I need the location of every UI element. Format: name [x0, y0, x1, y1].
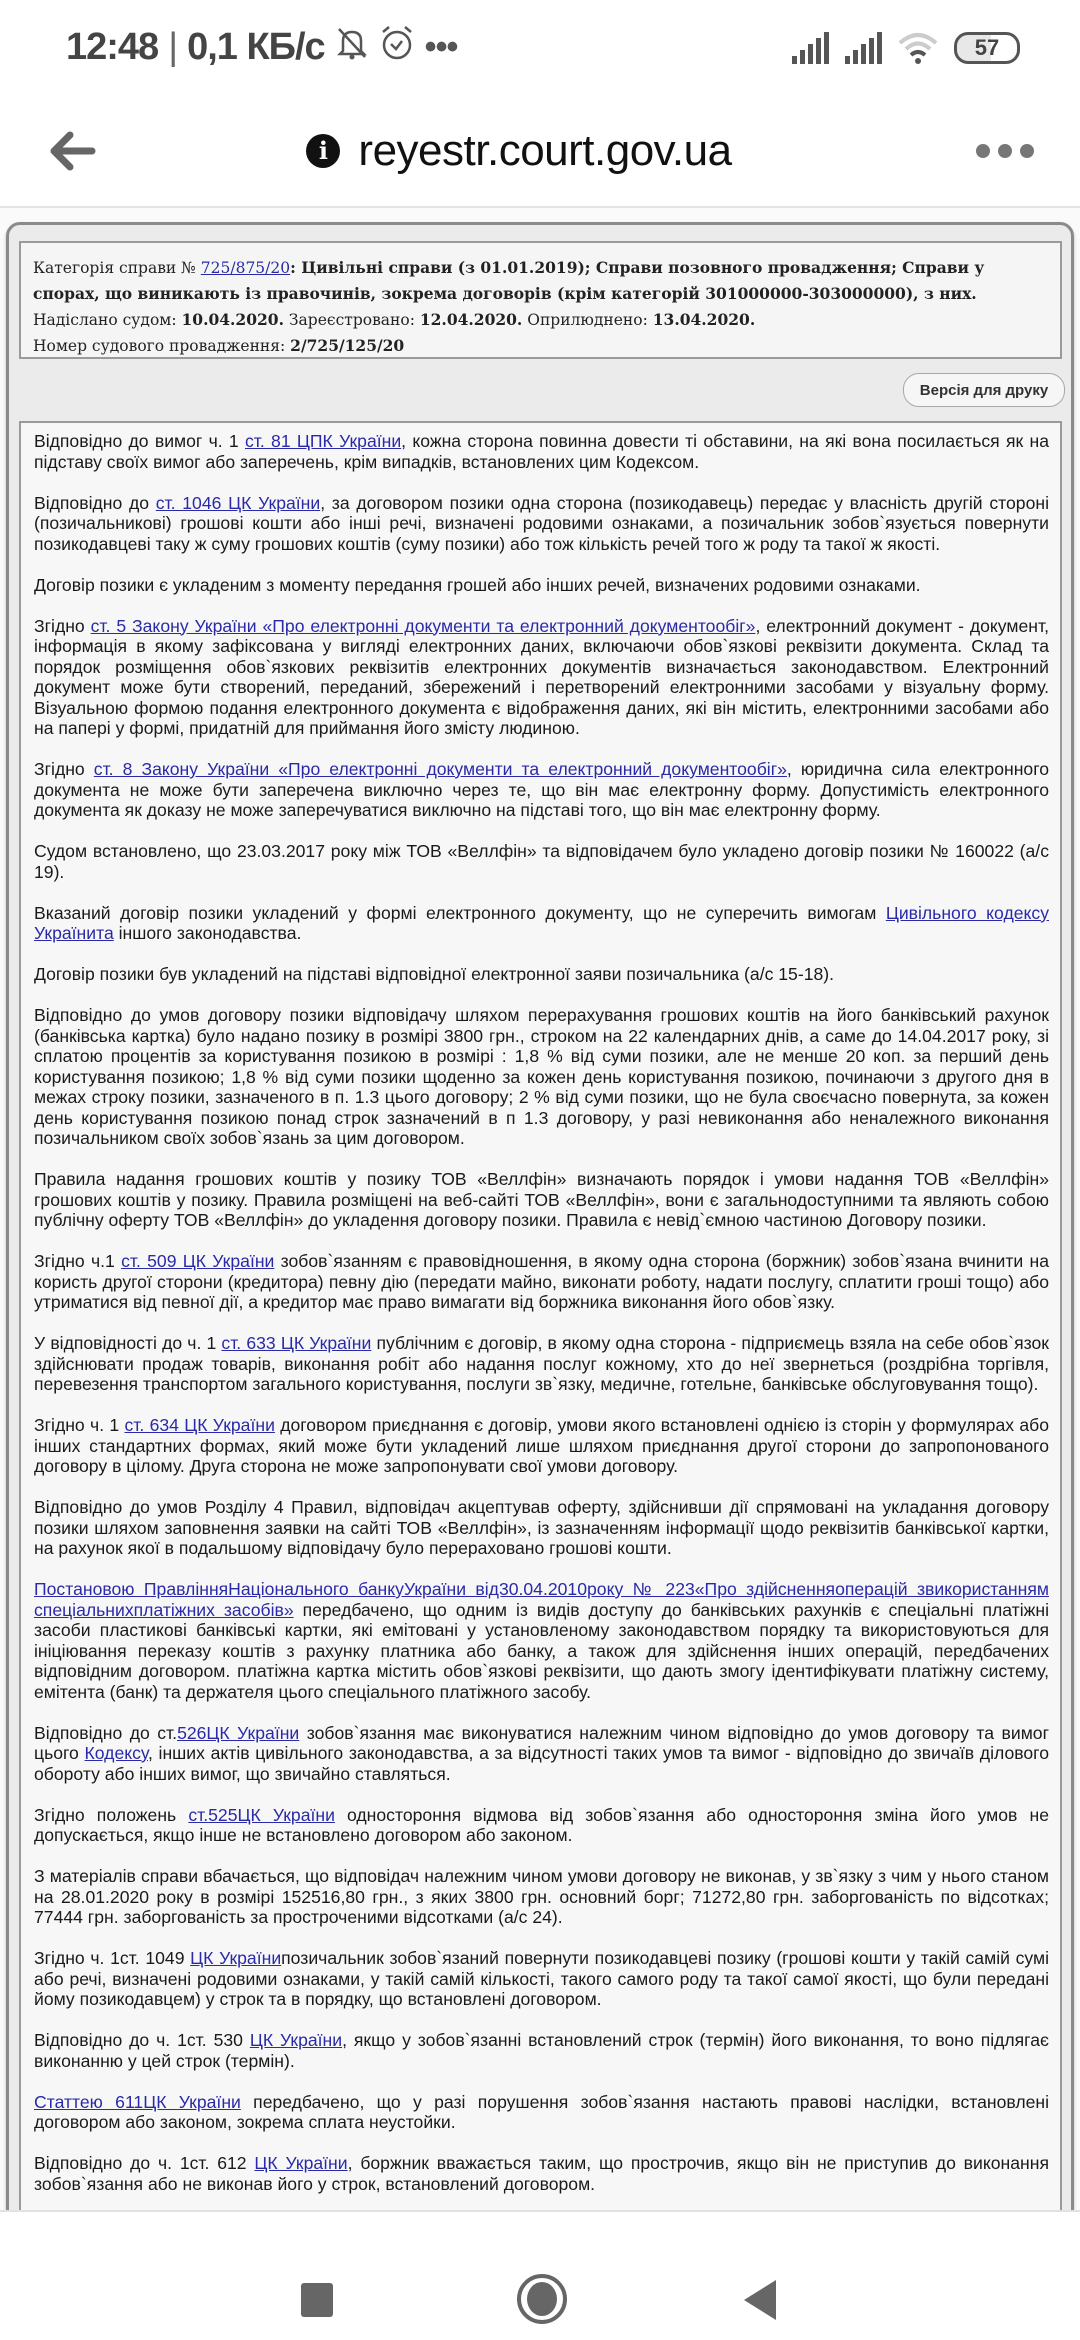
paragraph: Згідно ч.1 ст. 509 ЦК України зобов`язанням є правовідношення, в якому одна сторона (боржник) зобов`язана вчинити на користь другої сторони (кредитора) певну дію (передати майно, виконати роботу, надати послугу, сплатити гроші тощо) або утриматися від певної дії, а кредитор має право вимагати від боржника виконання його обов`язку.: [34, 1251, 1049, 1312]
paragraph: Статтею 611ЦК України передбачено, що у разі порушення зобов`язання настають правові наслідки, встановлені договором або законом, зокрема сплата неустойки.: [34, 2091, 1049, 2132]
status-right: [792, 31, 1020, 65]
law-link[interactable]: ст. 81 ЦПК України: [244, 431, 402, 451]
paragraph: У відповідності до ч. 1 ст. 633 ЦК України публічним є договір, в якому одна сторона - підприємець взяла на себе обов`язок здійснювати продаж товарів, виконання робіт або надання послуг кожному, хто до неї звернеться (роздрібна торгівля, перевезення транспортом загального користування, послуги зв`язку, медичне, готельне, банківське обслуговування тощо).: [34, 1333, 1049, 1394]
browser-toolbar: [0, 95, 1080, 208]
more-horizontal-icon[interactable]: [960, 121, 1050, 181]
case-number-link[interactable]: 725/875/20: [200, 259, 291, 277]
law-link[interactable]: Постановою ПравлінняНаціонального банкуУкраїни від30.04.2010року № 223«Про здійсненняоперацій звикористанням спеціальнихплатіжних засобів»: [34, 1579, 1049, 1620]
case-header: [19, 241, 1062, 359]
bell-muted-icon: [335, 25, 369, 70]
paragraph: Згідно ч. 1ст. 1049 ЦК Українипозичальник зобов`язаний повернути позикодавцеві позику (грошові кошти у такій самій сумі або речі, визначені родовими ознаками, у такій самій кількості, такого самого роду та такої самої якості, що були передані йому позикодавцем) у строк та в порядку, що встановлені договором.: [34, 1948, 1049, 2009]
law-link[interactable]: ЦК України: [249, 2030, 343, 2050]
law-link[interactable]: ст. 634 ЦК України: [124, 1415, 275, 1435]
status-left: [66, 24, 457, 71]
case-category: Категорія справи № 725/875/20: Цивільні справи (з 01.01.2019); Справи позовного провадження; Справи у спорах, що виникають із правочинів, зокрема договорів (крім категорій 301000000-303000000), з них.: [33, 258, 985, 303]
paragraph: Відповідно до вимог ч. 1 ст. 81 ЦПК України, кожна сторона повинна довести ті обставини, на які вона посилається як на підставу своїх вимог або заперечень, крім випадків, встановлених цим Кодексом.: [34, 431, 1049, 472]
paragraph: Відповідно до ст. 1046 ЦК України, за договором позики одна сторона (позикодавець) передає у власність другій стороні (позичальникові) грошові кошти або інші речі, визначені родовими ознаками, а позичальник зобов`язується повернути позикодавцеві таку ж суму грошових коштів (суму позики) або тож кількість речей того ж роду та такої ж якості.: [34, 492, 1049, 554]
battery-icon: [954, 32, 1020, 64]
law-link[interactable]: ст. 1046 ЦК України: [155, 492, 321, 513]
law-link[interactable]: ст. 8 Закону України «Про електронні документи та електронний документообіг»: [93, 759, 787, 779]
law-link[interactable]: ЦК України: [190, 1948, 282, 1968]
law-link[interactable]: 526ЦК України: [177, 1722, 300, 1743]
home-icon: [527, 2282, 557, 2316]
arrow-left-icon: [48, 131, 98, 171]
document-text: [19, 421, 1062, 2340]
network-speed: 0,1 КБ/с: [187, 26, 325, 68]
back-button[interactable]: [38, 121, 108, 181]
paragraph: Згідно ст. 5 Закону України «Про електронні документи та електронний документообіг», електронний документ - документ, інформація в якому зафіксована у вигляді електронних даних, включаючи обов`язкові реквізити документа. Склад та порядок розміщення обов`язкових реквізитів електронних документів визначається законодавством. Електронний документ може бути створений, переданий, збережений і перетворений електронними засобами у візуальну форму. Візуальною формою подання електронного документа є відображення даних, які він містить, електронними засобами або на папері у формі, придатній для приймання його змісту людиною.: [34, 615, 1049, 738]
more-dots-icon: •••: [424, 28, 458, 66]
paragraph: Вказаний договір позики укладений у формі електронного документу, що не суперечить вимогам Цивільного кодексу Українита іншого законодавства.: [34, 902, 1049, 943]
signal-2-icon: [845, 32, 882, 64]
paragraph: З матеріалів справи вбачається, що відповідач належним чином умови договору не виконав, у зв`язку з чим у нього станом на 28.01.2020 року в розмірі 152516,80 грн., з яких 3800 грн. основний борг; 71272,80 грн. заборгованість по відсотках; 77444 грн. заборгованість за простроченими відсотками (а/с 24).: [34, 1866, 1049, 1927]
case-dates: Надіслано судом: 10.04.2020. Зареєстровано: 12.04.2020. Оприлюднено: 13.04.2020.: [33, 310, 756, 329]
proceeding-number: Номер судового провадження: 2/725/125/20: [33, 336, 405, 355]
paragraph: Відповідно до умов Розділу 4 Правил, відповідач акцептував оферту, здійснивши дії спрямовані на укладання договору позики шляхом заповнення заявки на сайті ТОВ «Веллфін», із зазначенням інформації щодо реквізитів банківської картки, на рахунок якої в подальшому відповідачу було перераховано грошові кошти.: [34, 1497, 1049, 1558]
paragraph: Договір позики був укладений на підставі відповідної електронної заяви позичальника (а/с 15-18).: [34, 964, 835, 984]
paragraph: Згідно ч. 1 ст. 634 ЦК України договором приєднання є договір, умови якого встановлені однією із сторін у формулярах або інших стандартних формах, який може бути укладений лише шляхом приєднання другої сторони до запропонованого договору в цілому. Друга сторона не може запропонувати свої умови договору.: [34, 1415, 1049, 1476]
alarm-icon: [379, 24, 415, 71]
paragraph: Судом встановлено, що 23.03.2017 року між ТОВ «Веллфін» та відповідачем було укладено договір позики № 160022 (а/с 19).: [34, 841, 1049, 882]
law-link[interactable]: ст. 509 ЦК України: [121, 1251, 275, 1271]
law-link[interactable]: Цивільного кодексу Українита: [34, 902, 1049, 943]
status-bar: [0, 0, 1080, 95]
law-link[interactable]: Кодексу: [84, 1743, 148, 1763]
law-link[interactable]: ст. 633 ЦК України: [221, 1333, 372, 1353]
law-link[interactable]: Статтею 611ЦК України: [34, 2091, 241, 2112]
home-button[interactable]: [517, 2274, 567, 2324]
paragraph: Договір позики є укладеним з моменту передання грошей або інших речей, визначених родовими ознаками.: [34, 574, 921, 595]
paragraph: Відповідно до умов договору позики відповідачу шляхом перерахування грошових коштів на його банківський рахунок (банківська картка) було надано позику в розмірі 3800 грн., строком на 22 календарних днів, а саме до 14.04.2017 року, зі сплатою процентів за користування позикою в розмірі : 1,8 % від суми позики, але не менше 20 коп. за перший день користування позикою; 1,8 % від суми позики щоденно за кожен день користування позикою, починаючи з другого дня в межах строку позики, зазначеного в п. 1.3 цього договору; 2 % від суми позики, що не була своєчасно повернута, за кожен день користування позикою понад строк зазначений в п 1.3 договору, у разі невиконання або неналежного виконання позичальником своїх зобов`язань за цим договором.: [34, 1005, 1049, 1148]
print-version-button[interactable]: Версія для друку: [903, 373, 1065, 407]
paragraph: Відповідно до ст.526ЦК України зобов`язання має виконуватися належним чином відповідно до умов договору та вимог цього Кодексу, інших актів цивільного законодавства, а за відсутності таких умов та вимог - відповідно до звичаїв ділового обороту або інших вимог, що звичайно ставляться.: [34, 1722, 1049, 1784]
battery-level: 57: [974, 34, 1000, 60]
system-nav-bar: [0, 2210, 1080, 2340]
document-panel: [6, 222, 1074, 2340]
paragraph: Постановою ПравлінняНаціонального банкуУкраїни від30.04.2010року № 223«Про здійсненняоперацій звикористанням спеціальнихплатіжних засобів» передбачено, що одним із видів доступу до банківських рахунків є спеціальні платіжні засоби пластикові банківські картки, які емітовані у установленому законодавством порядку та використовуються для ініціювання переказу коштів з рахунку платника або банку, а також для здійснення інших операцій, передбачених відповідним договором. платіжна картка містить обов`язкові реквізити, що дають змогу ідентифікувати платіжну систему, емітента (банк) та держателя цього спеціального платіжного засобу.: [34, 1579, 1049, 1702]
info-icon[interactable]: i: [306, 134, 340, 168]
paragraph: Відповідно до ч. 1ст. 530 ЦК України, якщо у зобов`язанні встановлений строк (термін) його виконання, то воно підлягає виконанню у цей строк (термін).: [34, 2030, 1049, 2071]
paragraph: Згідно положень ст.525ЦК України одностороння відмова від зобов`язання або одностороння зміна його умов не допускається, якщо інше не встановлено договором або законом.: [34, 1804, 1049, 1845]
clock: 12:48: [66, 26, 159, 68]
law-link[interactable]: ЦК України: [254, 2153, 348, 2173]
law-link[interactable]: ст. 5 Закону України «Про електронні документи та електронний документообіг»: [90, 615, 756, 636]
paragraph: Відповідно до ч. 1ст. 612 ЦК України, боржник вважається таким, що прострочив, якщо він не приступив до виконання зобов`язання або не виконав його у строк, встановлений договором.: [34, 2153, 1049, 2194]
wifi-icon: [898, 31, 938, 65]
paragraph: Правила надання грошових коштів у позику ТОВ «Веллфін» визначають порядок і умови надання ТОВ «Веллфін» грошових коштів у позику. Правила розміщені на веб-сайті ТОВ «Веллфін», вони є загальнодоступними та являють собою публічну оферту ТОВ «Веллфін» до укладення договору позики. Правила є невід`ємною частиною Договору позики.: [34, 1169, 1049, 1230]
web-page: [0, 210, 1080, 2210]
url-text[interactable]: reyestr.court.gov.ua: [358, 125, 732, 175]
nav-back-button[interactable]: [744, 2280, 776, 2320]
recents-button[interactable]: [301, 2283, 333, 2317]
status-separator: |: [168, 26, 178, 68]
address-bar[interactable]: [108, 126, 930, 176]
law-link[interactable]: ст.525ЦК України: [188, 1804, 335, 1825]
paragraph: Згідно ст. 8 Закону України «Про електронні документи та електронний документообіг», юридична сила електронного документа не може бути заперечена виключно через те, що він має електронну форму. Допустимість електронного документа як доказу не може заперечуватися виключно на підставі того, що він має електронну форму.: [34, 759, 1050, 820]
signal-1-icon: [792, 32, 829, 64]
